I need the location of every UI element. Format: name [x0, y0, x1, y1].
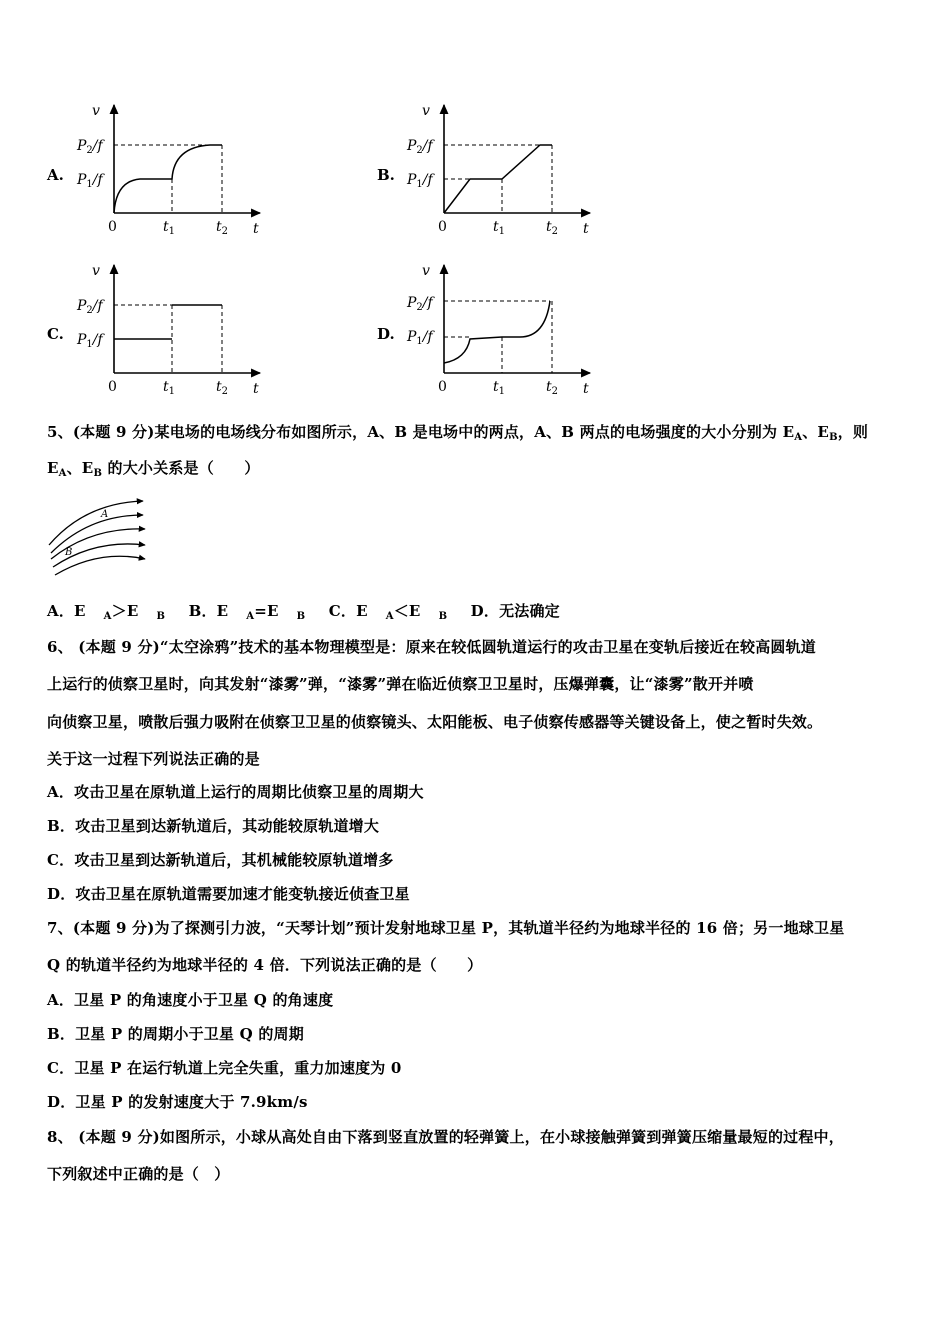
q5-option-d: D．无法确定 — [470, 602, 560, 620]
option-d-label: D. — [377, 325, 395, 343]
t1-label: $t_1$ — [493, 379, 506, 397]
t2-label: $t_2$ — [546, 379, 559, 397]
q5-answers — [47, 600, 578, 621]
q6-stem-line4: 关于这一过程下列说法正确的是 — [47, 750, 260, 768]
q5-stem-line2: $E_A$、$E_B$ 的大小关系是（ ） — [47, 459, 260, 479]
q6-option-d: D．攻击卫星在原轨道需要加速才能变轨接近侦查卫星 — [47, 885, 410, 903]
t1-label: $t_1$ — [163, 379, 176, 397]
q6-option-b: B．攻击卫星到达新轨道后，其动能较原轨道增大 — [47, 817, 380, 835]
graph-option-b — [400, 95, 620, 240]
axis-t-label: t — [253, 221, 259, 237]
p2f-label: $P_2/f$ — [77, 138, 103, 156]
q5-option-c: C．E $_A$＜E $_B$ — [328, 602, 448, 622]
axis-v-label: v — [92, 103, 100, 119]
q6-stem-line3: 向侦察卫星，喷散后强力吸附在侦察卫卫星的侦察镜头、太阳能板、电子侦察传感器等关键设备上，使之暂时失效。 — [47, 713, 823, 731]
p2f-label: $P_2/f$ — [407, 138, 433, 156]
axis-t-label: t — [253, 381, 259, 397]
field-lines-figure — [45, 493, 165, 583]
origin-label: 0 — [438, 219, 447, 235]
t2-label: $t_2$ — [546, 219, 559, 237]
p1f-label: $P_1/f$ — [407, 329, 433, 347]
q7-stem-line1: 7、(本题 9 分)为了探测引力波，“天琴计划”预计发射地球卫星 P，其轨道半径约为地球半径的 16 倍；另一地球卫星 — [47, 919, 845, 937]
origin-label: 0 — [108, 219, 117, 235]
point-b-label: B — [65, 547, 73, 558]
velocity-curve — [114, 305, 222, 339]
q7-option-c: C．卫星 P 在运行轨道上完全失重，重力加速度为 0 — [47, 1059, 402, 1077]
t2-label: $t_2$ — [216, 219, 229, 237]
origin-label: 0 — [438, 379, 447, 395]
field-line — [55, 556, 145, 575]
p2f-label: $P_2/f$ — [77, 298, 103, 316]
q6-option-c: C．攻击卫星到达新轨道后，其机械能较原轨道增多 — [47, 851, 394, 869]
graph-option-d — [400, 255, 620, 400]
option-b-label: B. — [377, 166, 395, 184]
q7-option-d: D．卫星 P 的发射速度大于 7.9km/s — [47, 1093, 308, 1111]
q6-stem-line2: 上运行的侦察卫星时，向其发射“漆雾”弹，“漆雾”弹在临近侦察卫卫星时，压爆弹囊，让“漆雾”散开并喷 — [47, 675, 754, 693]
q7-stem-line2: Q 的轨道半径约为地球半径的 4 倍．下列说法正确的是（ ） — [47, 956, 483, 974]
t1-label: $t_1$ — [163, 219, 176, 237]
q7-option-a: A．卫星 P 的角速度小于卫星 Q 的角速度 — [47, 991, 334, 1009]
p2f-label: $P_2/f$ — [407, 295, 433, 313]
q5-option-b: B．E $_A$=E $_B$ — [188, 602, 306, 622]
q7-option-b: B．卫星 P 的周期小于卫星 Q 的周期 — [47, 1025, 304, 1043]
q8-stem-line2: 下列叙述中正确的是（ ） — [47, 1165, 230, 1183]
q6-stem-line1: 6、 (本题 9 分)“太空涂鸦”技术的基本物理模型是：原来在较低圆轨道运行的攻击卫星在变轨后接近在较高圆轨道 — [47, 638, 816, 656]
t2-label: $t_2$ — [216, 379, 229, 397]
p1f-label: $P_1/f$ — [407, 172, 433, 190]
axis-v-label: v — [422, 103, 430, 119]
axis-v-label: v — [92, 263, 100, 279]
point-a-label: A — [101, 509, 109, 520]
option-c-label: C. — [47, 325, 64, 343]
q8-stem-line1: 8、 (本题 9 分)如图所示，小球从高处自由下落到竖直放置的轻弹簧上，在小球接触弹簧到弹簧压缩量最短的过程中， — [47, 1128, 844, 1146]
origin-label: 0 — [108, 379, 117, 395]
q5-stem-line1: 5、(本题 9 分)某电场的电场线分布如图所示，A、B 是电场中的两点，A、B 两点的电场强度的大小分别为 $E_A$、$E_B$，则 — [47, 423, 869, 443]
q6-option-a: A．攻击卫星在原轨道上运行的周期比侦察卫星的周期大 — [47, 783, 424, 801]
graph-option-c — [70, 255, 290, 400]
p1f-label: $P_1/f$ — [77, 332, 103, 350]
p1f-label: $P_1/f$ — [77, 172, 103, 190]
t1-label: $t_1$ — [493, 219, 506, 237]
q5-option-a: A．E $_A$＞E $_B$ — [47, 602, 166, 622]
graph-option-a — [70, 95, 290, 240]
velocity-curve — [114, 145, 222, 213]
axis-v-label: v — [422, 263, 430, 279]
axis-t-label: t — [583, 221, 589, 237]
option-a-label: A. — [47, 166, 64, 184]
axis-t-label: t — [583, 381, 589, 397]
velocity-curve — [444, 301, 550, 363]
